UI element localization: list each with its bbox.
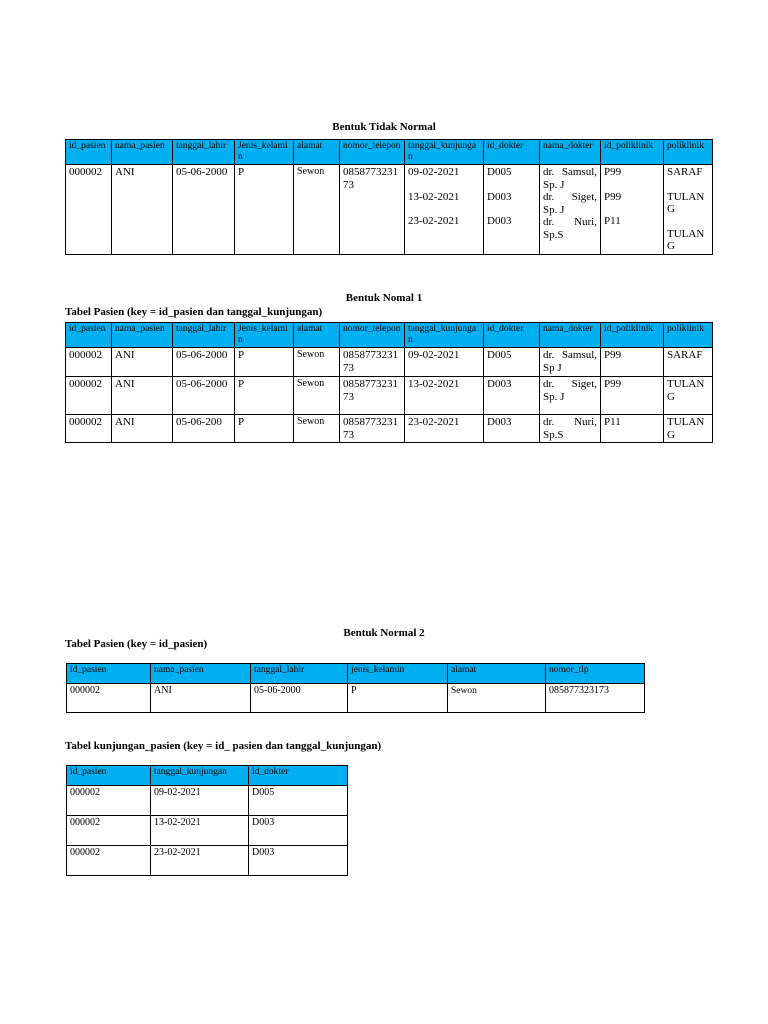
cell-tanggal-lahir: 05-06-2000 — [251, 684, 348, 713]
cell-nama-dokter — [540, 165, 601, 255]
column-header: nomor_tlp — [546, 664, 645, 684]
column-header: tanggal_lahir — [173, 323, 235, 348]
cell-tanggal-kunjungan: 23-02-2021 — [151, 846, 249, 876]
title-bentuk-normal-2: Bentuk Normal 2 — [343, 627, 425, 639]
table-pasien-nf2 — [66, 663, 645, 713]
cell-poliklinik: SARAF — [664, 348, 713, 377]
column-header: tanggal_lahir — [251, 664, 348, 684]
cell-id-dokter: D005 — [484, 348, 540, 377]
column-header: tanggal_kunjungan — [405, 323, 484, 348]
clinic-id: P11 — [604, 215, 621, 227]
cell-tanggal-kunjungan: 13-02-2021 — [405, 377, 484, 415]
visit-date: 23-02-2021 — [408, 215, 460, 227]
cell-jenis-kelamin: P — [235, 348, 294, 377]
cell-nama-pasien: ANI — [151, 684, 251, 713]
doctor-name: dr. Nuri, Sp.S — [543, 216, 597, 241]
cell-id-pasien: 000002 — [66, 415, 112, 443]
cell-nama-dokter: dr. Samsul, Sp J — [540, 348, 601, 377]
cell-tanggal-kunjungan: 23-02-2021 — [405, 415, 484, 443]
column-header: tanggal_kunjungan — [151, 766, 249, 786]
visit-date: 13-02-2021 — [408, 190, 460, 203]
column-header: nomor_telepon — [340, 323, 405, 348]
cell-id-poliklinik: P11 — [601, 415, 664, 443]
table-bentuk-tidak-normal — [65, 139, 713, 255]
cell-jenis-kelamin: P — [348, 684, 448, 713]
cell-nomor-telepon: 085877323173 — [340, 377, 405, 415]
cell-nomor-telepon: 085877323173 — [340, 415, 405, 443]
column-header: alamat — [294, 323, 340, 348]
cell-poliklinik: TULANG — [664, 377, 713, 415]
cell-jenis-kelamin: P — [235, 377, 294, 415]
cell-nama-pasien: ANI — [112, 165, 173, 255]
cell-tanggal-kunjungan: 09-02-2021 — [405, 348, 484, 377]
cell-jenis-kelamin: P — [235, 165, 294, 255]
column-header: poliklinik — [664, 140, 713, 165]
cell-poliklinik — [664, 165, 713, 255]
table-row — [67, 684, 645, 713]
cell-id-pasien: 000002 — [67, 816, 151, 846]
column-header: poliklinik — [664, 323, 713, 348]
cell-nomor-telepon: 085877323173 — [340, 165, 405, 255]
cell-alamat: Sewon — [448, 684, 546, 713]
column-header: nomor_telepon — [340, 140, 405, 165]
caption-tabel-pasien-nf1: Tabel Pasien (key = id_pasien dan tanggal_kunjungan) — [65, 306, 323, 318]
clinic-name: TULANG — [667, 227, 705, 252]
cell-id-pasien: 000002 — [67, 786, 151, 816]
cell-tanggal-kunjungan — [405, 165, 484, 255]
column-header: nama_dokter — [540, 140, 601, 165]
column-header: id_dokter — [484, 323, 540, 348]
cell-id-dokter: D003 — [249, 816, 348, 846]
cell-nama-pasien: ANI — [112, 377, 173, 415]
column-header: nama_pasien — [151, 664, 251, 684]
table-row — [66, 377, 713, 415]
column-header: jenis_kelamin — [348, 664, 448, 684]
column-header: nama_dokter — [540, 323, 601, 348]
table-header-row — [66, 140, 713, 165]
clinic-id: P99 — [604, 166, 622, 178]
cell-id-dokter: D003 — [249, 846, 348, 876]
cell-alamat: Sewon — [294, 377, 340, 415]
cell-id-dokter: D003 — [484, 415, 540, 443]
title-bentuk-tidak-normal: Bentuk Tidak Normal — [332, 121, 436, 133]
table-header-row — [67, 766, 348, 786]
column-header: tanggal_kunjungan — [405, 140, 484, 165]
cell-jenis-kelamin: P — [235, 415, 294, 443]
column-header: id_dokter — [484, 140, 540, 165]
column-header: id_poliklinik — [601, 323, 664, 348]
cell-alamat: Sewon — [294, 415, 340, 443]
cell-nama-dokter: dr. Nuri, Sp.S — [540, 415, 601, 443]
doctor-id: D005 — [487, 166, 512, 178]
cell-tanggal-kunjungan: 09-02-2021 — [151, 786, 249, 816]
table-row — [66, 165, 713, 255]
table-kunjungan-pasien — [66, 765, 348, 876]
column-header: tanggal_lahir — [173, 140, 235, 165]
table-row — [66, 415, 713, 443]
cell-alamat: Sewon — [294, 348, 340, 377]
cell-id-dokter: D005 — [249, 786, 348, 816]
cell-id-poliklinik: P99 — [601, 348, 664, 377]
cell-nama-pasien: ANI — [112, 348, 173, 377]
visit-date: 09-02-2021 — [408, 166, 460, 178]
cell-nama-pasien: ANI — [112, 415, 173, 443]
cell-id-pasien: 000002 — [67, 846, 151, 876]
cell-id-pasien: 000002 — [66, 348, 112, 377]
cell-tanggal-lahir: 05-06-200 — [173, 415, 235, 443]
clinic-name: SARAF — [667, 166, 703, 178]
cell-tanggal-lahir: 05-06-2000 — [173, 377, 235, 415]
cell-id-pasien: 000002 — [66, 377, 112, 415]
cell-id-pasien: 000002 — [67, 684, 151, 713]
cell-alamat: Sewon — [294, 165, 340, 255]
cell-id-poliklinik: P99 — [601, 377, 664, 415]
cell-tanggal-lahir: 05-06-2000 — [173, 165, 235, 255]
table-row — [66, 348, 713, 377]
cell-tanggal-kunjungan: 13-02-2021 — [151, 816, 249, 846]
column-header: Jenis_kelamin — [235, 323, 294, 348]
table-row — [67, 786, 348, 816]
column-header: nama_pasien — [112, 140, 173, 165]
column-header: alamat — [294, 140, 340, 165]
doctor-id: D003 — [487, 215, 512, 227]
column-header: Jenis_kelamin — [235, 140, 294, 165]
doctor-name: dr. Samsul, Sp. J — [543, 166, 597, 191]
cell-id-dokter: D003 — [484, 377, 540, 415]
doctor-name: dr. Siget, Sp. J — [543, 191, 597, 216]
table-header-row — [66, 323, 713, 348]
title-bentuk-normal-1: Bentuk Nomal 1 — [345, 292, 423, 304]
cell-nomor-tlp: 085877323173 — [546, 684, 645, 713]
cell-poliklinik: TULANG — [664, 415, 713, 443]
cell-nama-dokter: dr. Siget, Sp. J — [540, 377, 601, 415]
table-row — [67, 846, 348, 876]
cell-id-dokter — [484, 165, 540, 255]
column-header: id_pasien — [66, 140, 112, 165]
column-header: nama_pasien — [112, 323, 173, 348]
column-header: id_pasien — [67, 664, 151, 684]
clinic-id: P99 — [604, 190, 622, 203]
cell-nomor-telepon: 085877323173 — [340, 348, 405, 377]
cell-tanggal-lahir: 05-06-2000 — [173, 348, 235, 377]
caption-tabel-kunjungan: Tabel kunjungan_pasien (key = id_ pasien dan tanggal_kunjungan) — [65, 740, 382, 752]
column-header: id_poliklinik — [601, 140, 664, 165]
column-header: alamat — [448, 664, 546, 684]
table-bentuk-normal-1 — [65, 322, 713, 443]
column-header: id_dokter — [249, 766, 348, 786]
cell-id-poliklinik — [601, 165, 664, 255]
doctor-id: D003 — [487, 190, 512, 203]
table-row — [67, 816, 348, 846]
column-header: id_pasien — [67, 766, 151, 786]
cell-id-pasien: 000002 — [66, 165, 112, 255]
caption-tabel-pasien-nf2: Tabel Pasien (key = id_pasien) — [65, 638, 208, 650]
column-header: id_pasien — [66, 323, 112, 348]
clinic-name: TULANG — [667, 190, 705, 215]
table-header-row — [67, 664, 645, 684]
